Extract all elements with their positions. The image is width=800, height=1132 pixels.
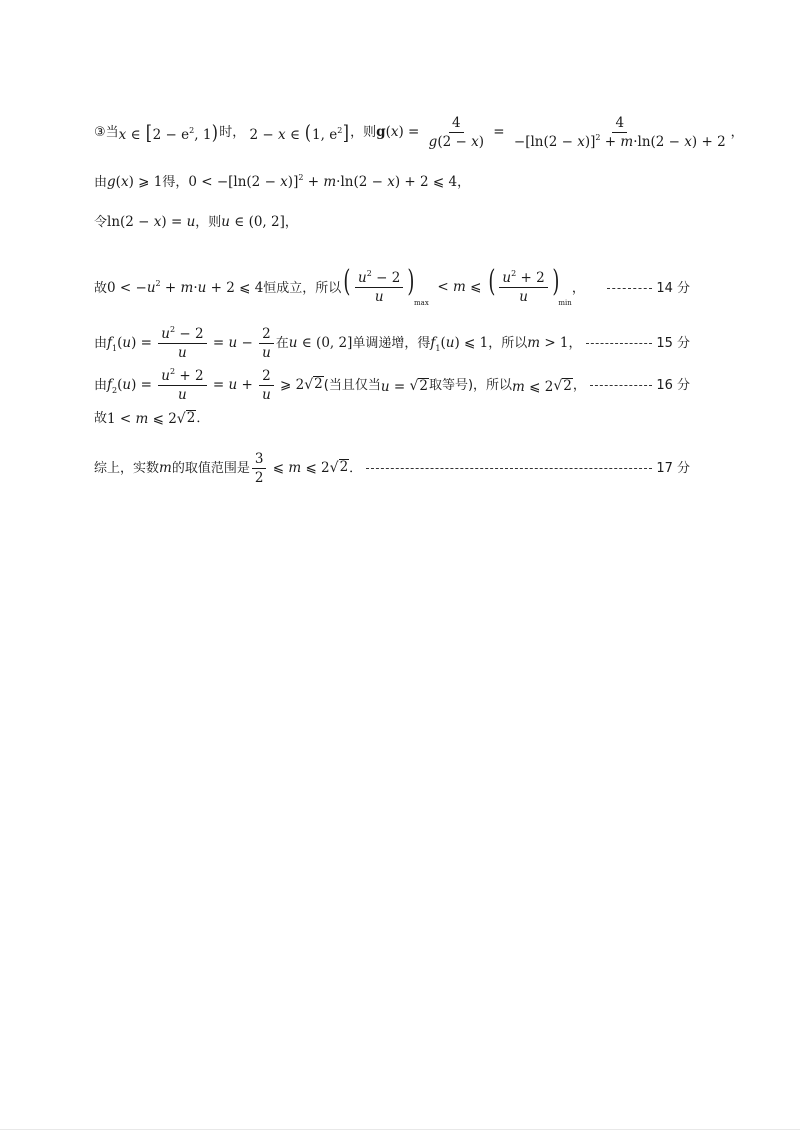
math-m-gt-1: m > 1 xyxy=(527,334,569,351)
text-comma: ， xyxy=(730,125,744,141)
solution-line-conclusion xyxy=(94,452,690,485)
text-comma: ， xyxy=(457,175,471,191)
math-f1-bound: $f_1(u)$ ⩽ 1 xyxy=(430,334,489,353)
text-on: 在 xyxy=(275,336,289,352)
text-iff: (当且仅当 xyxy=(323,378,381,394)
text-comma: ， xyxy=(571,281,585,296)
solution-line-substitution xyxy=(94,216,690,230)
text-let: 令 xyxy=(94,215,108,231)
text-comma: ， xyxy=(568,336,582,352)
solution-line-f2 xyxy=(94,369,690,402)
text-therefore: 故 xyxy=(94,281,108,296)
score-17: 17 分 xyxy=(656,461,690,477)
math-u-eq-sqrt2: u = √ 2 xyxy=(380,377,428,395)
score-16: 16 分 xyxy=(656,378,690,394)
page-bottom-edge xyxy=(0,1129,800,1130)
math-2-minus-x-range: 2 − x ∈ (1, $e^2$] xyxy=(245,120,350,145)
math-g-definition: g(x) = $\frac{4}{g(2 - x)}$ = $\frac{4}{-[\ln(2 - x)]^2 + m\cdot\ln(2 - x) + 2}$ xyxy=(376,115,726,151)
text-period: ． xyxy=(196,410,210,426)
math-g-ge-1: g(x) ⩾ 1 xyxy=(107,174,163,190)
math-f2-definition: $f_2(u)$ = $\frac{u^2 + 2}{u}$ = u + $\frac{2}{u}$ ⩾ 2 √ 2 xyxy=(107,367,323,404)
math-u-def: ln(2 − x) = u xyxy=(107,214,196,230)
math-u-interval: u ∈ (0, 2] xyxy=(288,334,353,351)
solution-line-inequality xyxy=(94,173,690,191)
text-always-holds: 恒成立，所以 xyxy=(263,281,342,296)
math-m-interval: 1 < m ⩽ 2 √ 2 xyxy=(107,410,196,427)
score-leader xyxy=(366,468,652,469)
math-range-inequality: $0 < -[\ln(2 - x)]^2 + m\cdot\ln(2 - x) + 2$ ⩽ 4 xyxy=(188,173,458,190)
text-from: 由 xyxy=(94,336,108,352)
score-15: 15 分 xyxy=(656,336,690,352)
text-increasing: 单调递增，得 xyxy=(352,336,431,352)
text-range-is: 的取值范围是 xyxy=(171,461,250,477)
text-comma: ， xyxy=(572,378,586,394)
text-then: ，则 xyxy=(195,215,222,231)
solution-line-max-min xyxy=(94,264,690,307)
text-from: 由 xyxy=(94,378,108,394)
math-final-range: $\frac{3}{2}$ ⩽ m ⩽ 2 √ 2 xyxy=(250,452,349,485)
math-m-le-2sqrt2: m ⩽ 2 √ 2 xyxy=(512,377,572,395)
math-x-range: x ∈ [$2 - e^2$, 1) xyxy=(118,120,219,145)
solution-line-f1 xyxy=(94,327,690,360)
solution-line-result xyxy=(94,410,690,426)
math-m: m xyxy=(159,459,172,476)
text-period: ． xyxy=(349,461,363,477)
math-f1-definition: $f_1(u)$ = $\frac{u^2 - 2}{u}$ = u − $\frac{2}{u}$ xyxy=(107,327,276,360)
text-therefore: 故 xyxy=(94,410,108,426)
text-so: ，所以 xyxy=(488,336,528,352)
score-leader xyxy=(590,385,652,386)
solution-line-case3 xyxy=(94,115,744,151)
math-u-range: u ∈ (0, 2] xyxy=(221,214,285,230)
text-when: 时， xyxy=(219,125,246,141)
case3-label: ③当 xyxy=(94,125,119,141)
score-14: 14 分 xyxy=(656,281,690,296)
score-leader xyxy=(586,343,653,344)
text-get: 得， xyxy=(162,175,189,191)
text-then: ，则 xyxy=(350,125,377,141)
text-in-summary: 综上，实数 xyxy=(94,461,160,477)
text-equality: 取等号)，所以 xyxy=(428,378,513,394)
math-max-min-condition: ( $\frac{u^2 - 2}{u}$ )max < m ⩽ ( $\frac{u^2 + 2}{u}$ )min xyxy=(343,264,572,307)
text-comma: ， xyxy=(284,215,298,231)
math-u-inequality: $0 < -u^2 + m\cdot u + 2$ ⩽ 4 xyxy=(107,278,264,296)
score-leader xyxy=(607,288,652,289)
text-from: 由 xyxy=(94,175,108,191)
